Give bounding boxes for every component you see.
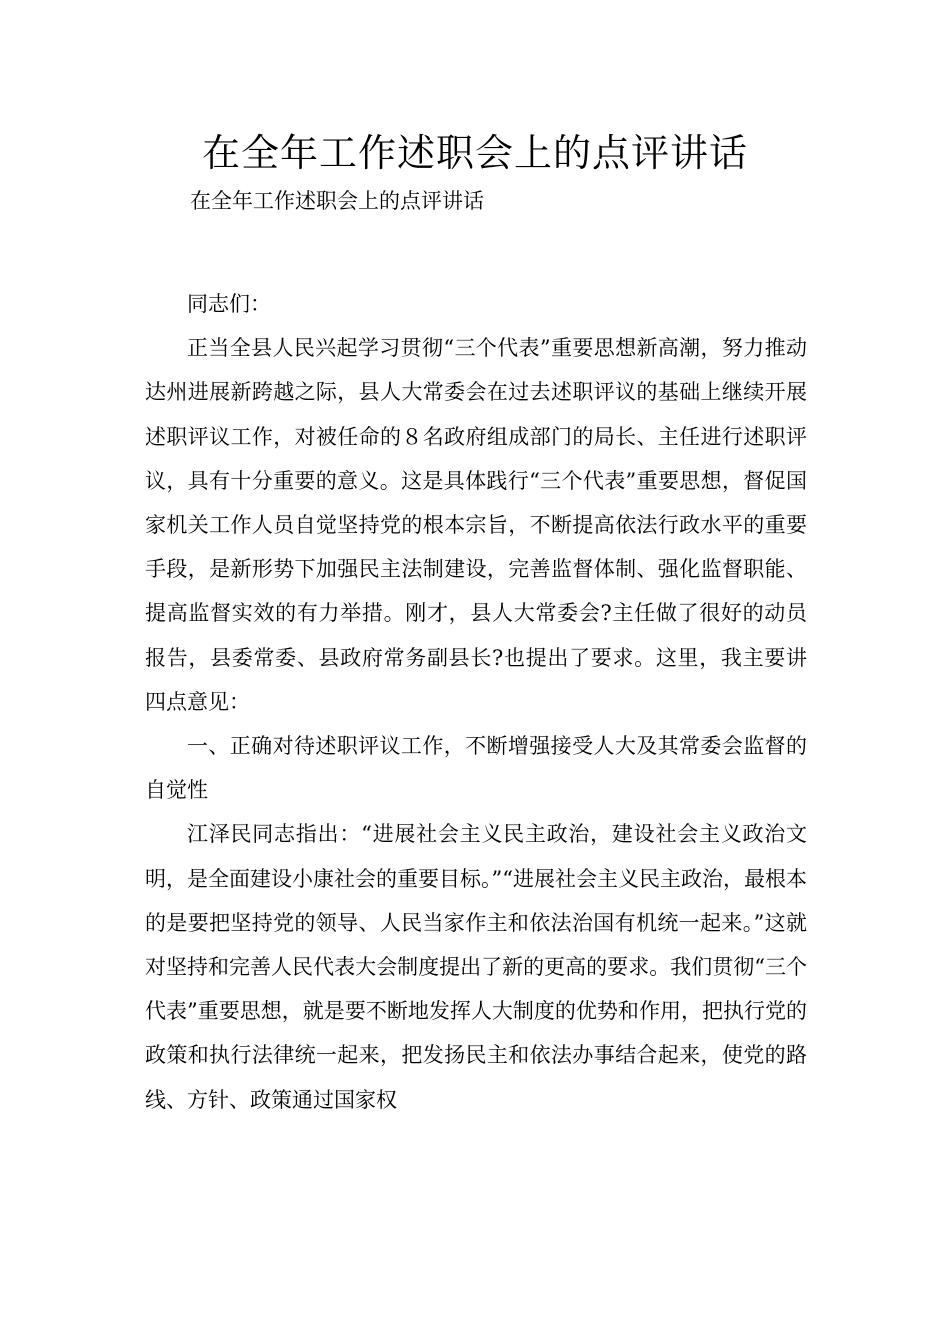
section-heading: 一、正确对待述职评议工作，不断增强接受人大及其常委会监督的自觉性	[145, 734, 807, 803]
document-subtitle: 在全年工作述职会上的点评讲话	[190, 189, 484, 213]
body-paragraph: 江泽民同志指出：“进展社会主义民主政治，建设社会主义政治文明，是全面建设小康社会的重要目标。”“进展社会主义民主政治，最根本的是要把坚持党的领导、人民当家作主和依法治国有机统一起来。”这就对坚持和完善人民代表大会制度提出了新的更高的要求。我们贯彻“三个代表”重要思想，就是要不断地发挥人大制度的优势和作用，把执行党的政策和执行法律统一起来，把发扬民主和依法办事结合起来，使党的路线、方针、政策通过国家权	[145, 822, 807, 1112]
greeting-paragraph: 同志们：	[187, 292, 271, 316]
document-body	[145, 282, 807, 1122]
document-title: 在全年工作述职会上的点评讲话	[201, 131, 748, 175]
body-paragraph: 正当全县人民兴起学习贯彻“三个代表”重要思想新高潮，努力推动达州进展新跨越之际，县人大常委会在过去述职评议的基础上继续开展述职评议工作，对被任命的８名政府组成部门的局长、主任进行述职评议，具有十分重要的意义。这是具体践行“三个代表”重要思想，督促国家机关工作人员自觉坚持党的根本宗旨，不断提高依法行政水平的重要手段，是新形势下加强民主法制建设，完善监督体制、强化监督职能、提高监督实效的有力举措。刚才，县人大常委会?主任做了很好的动员报告，县委常委、县政府常务副县长?也提出了要求。这里，我主要讲四点意见：	[145, 336, 807, 714]
